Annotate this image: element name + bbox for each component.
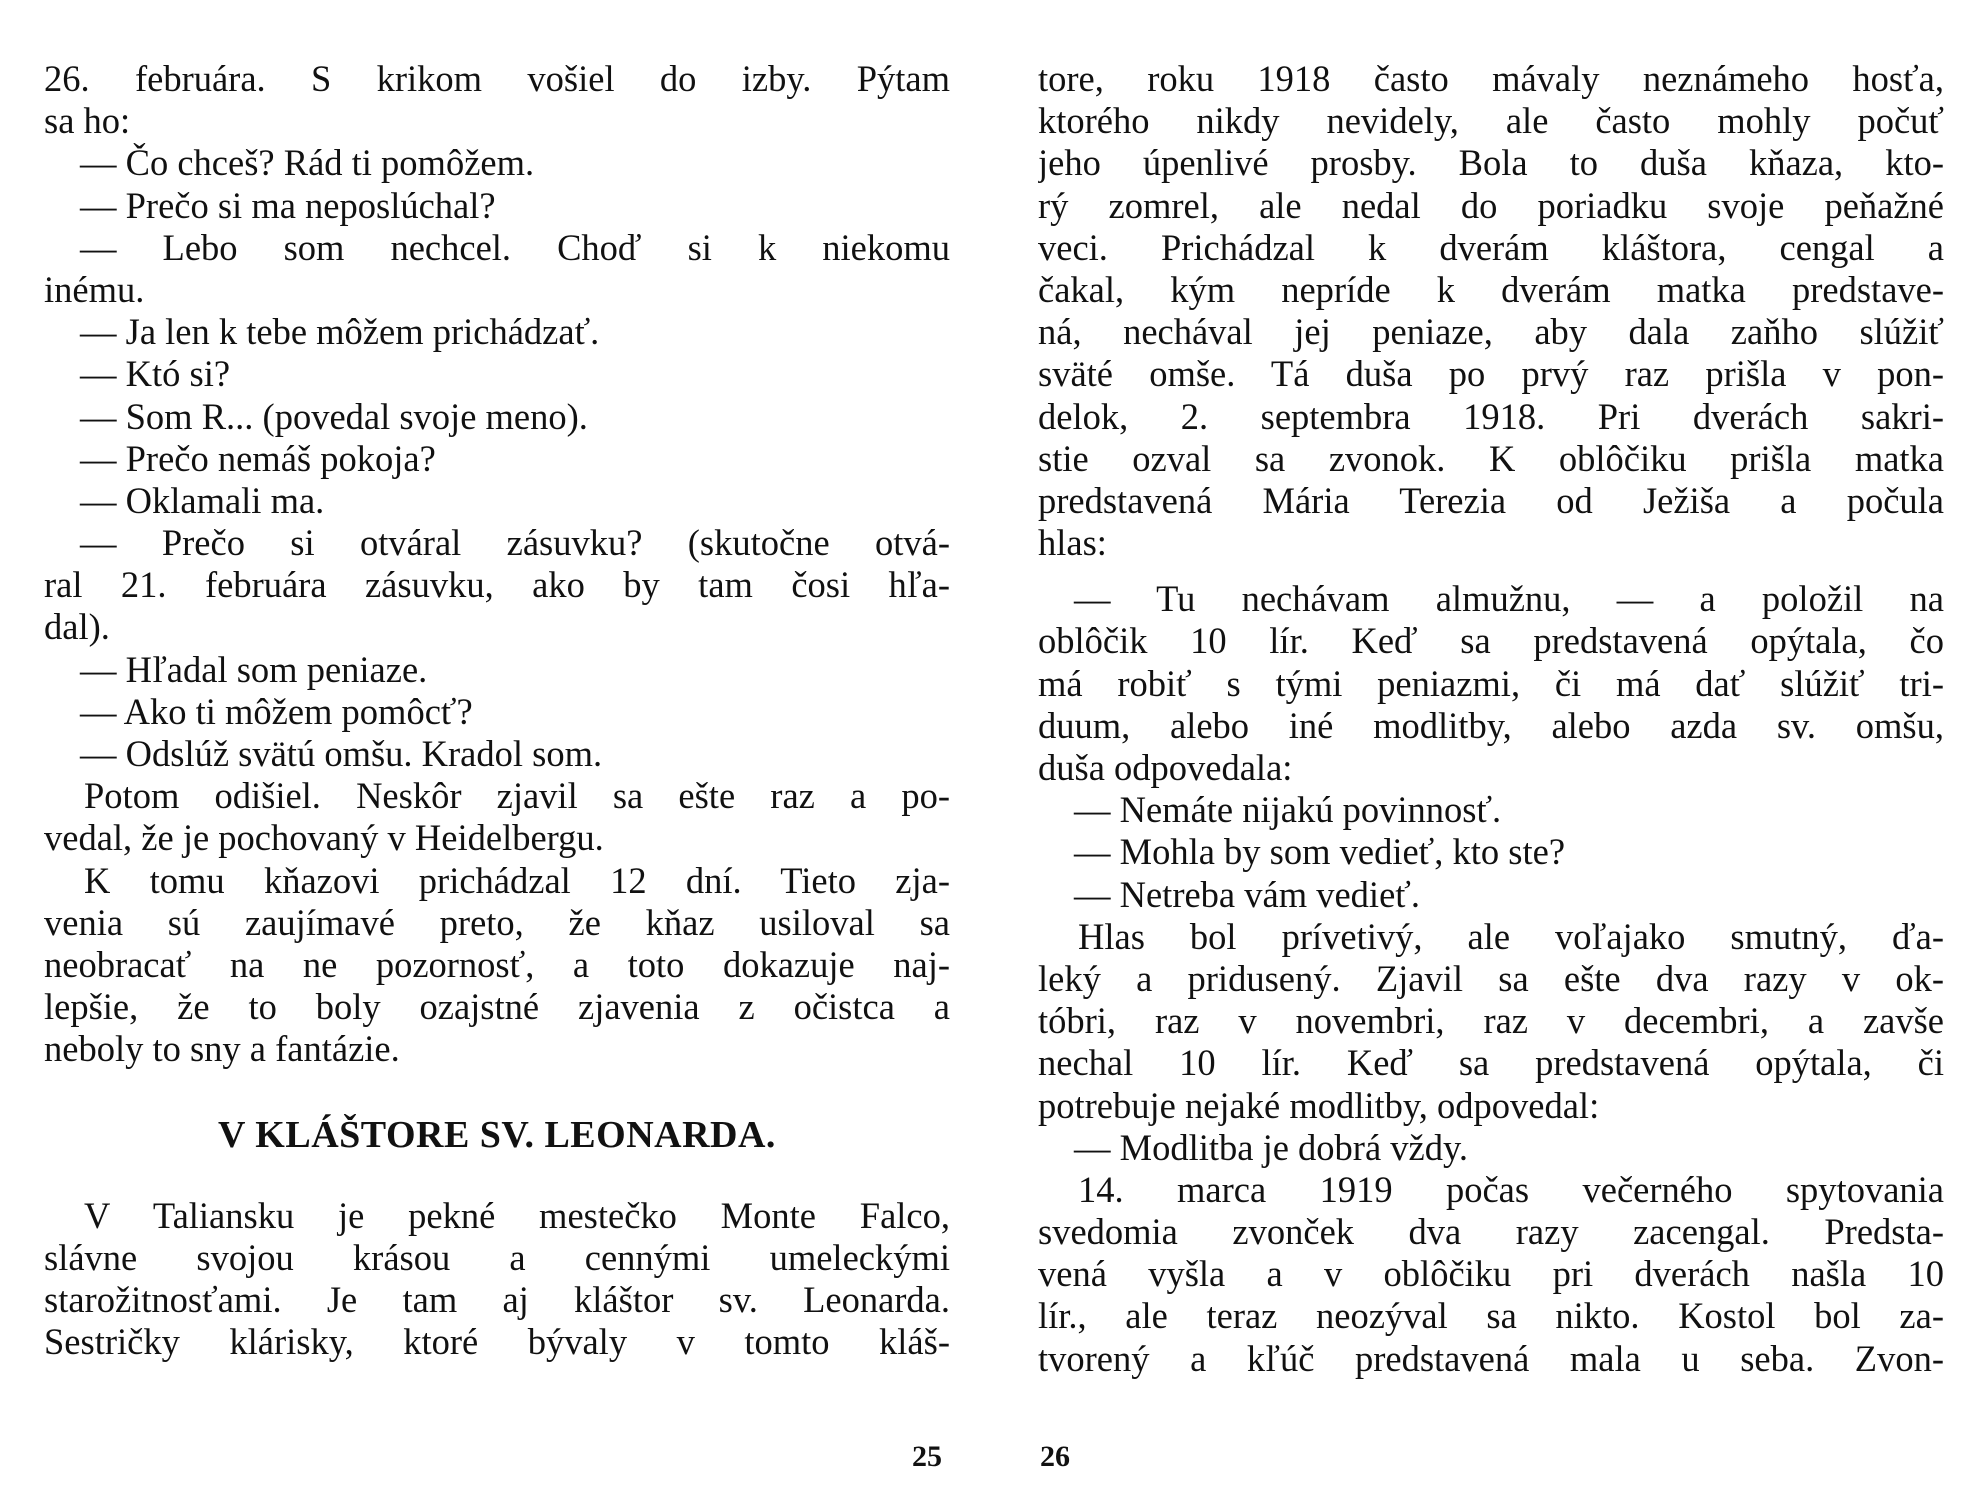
page-number-right: 26 — [1040, 1440, 1070, 1473]
text-line: veci. Prichádzal k dverám kláštora, cengal a — [1038, 226, 1944, 268]
text-line: inému. — [44, 268, 145, 310]
section-heading: V KLÁŠTORE SV. LEONARDA. — [218, 1113, 776, 1156]
text-line: lír., ale teraz neozýval sa nikto. Kostol bol za- — [1038, 1295, 1944, 1337]
text-line: ral 21. februára zásuvku, ako by tam čosi hľa- — [44, 564, 950, 606]
text-line: — Nemáte nijakú povinnosť. — [1074, 789, 1502, 831]
text-line: — Któ si? — [80, 353, 231, 395]
text-line: tóbri, raz v novembri, raz v decembri, a zavše — [1038, 1000, 1944, 1042]
left-page — [44, 58, 950, 1363]
text-line: delok, 2. septembra 1918. Pri dverách sakri- — [1038, 395, 1944, 437]
text-line: vedal, že je pochovaný v Heidelbergu. — [44, 817, 604, 859]
right-page — [1038, 58, 1944, 1380]
left-text-block-continued — [44, 1195, 950, 1364]
text-line: — Ja len k tebe môžem prichádzať. — [80, 311, 600, 353]
text-line: — Hľadal som peniaze. — [80, 648, 428, 690]
text-line: — Netreba vám vedieť. — [1074, 873, 1420, 915]
text-line: — Tu nechávam almužnu, — a položil na — [1074, 578, 1944, 620]
text-line: — Lebo som nechcel. Choď si k niekomu — [80, 226, 950, 268]
text-line: venia sú zaujímavé preto, že kňaz usiloval sa — [44, 901, 950, 943]
text-line: svedomia zvonček dva razy zacengal. Predsta- — [1038, 1211, 1944, 1253]
text-line: ktorého nikdy nevidely, ale často mohly počuť — [1038, 100, 1944, 142]
text-line: potrebuje nejaké modlitby, odpovedal: — [1038, 1084, 1600, 1126]
text-line: lepšie, že to boly ozajstné zjavenia z očistca a — [44, 986, 950, 1028]
text-line: Potom odišiel. Neskôr zjavil sa ešte raz a po- — [84, 775, 950, 817]
text-line: duša odpovedala: — [1038, 747, 1293, 788]
text-line: sväté omše. Tá duša po prvý raz prišla v pon- — [1038, 353, 1944, 395]
text-line: — Oklamali ma. — [80, 479, 325, 521]
text-line: K tomu kňazovi prichádzal 12 dní. Tieto zja- — [84, 859, 950, 901]
text-line: — Odslúž svätú omšu. Kradol som. — [80, 733, 603, 774]
text-line: slávne svojou krásou a cennými umeleckými — [44, 1236, 950, 1278]
text-line: čakal, kým nepríde k dverám matka predstave- — [1038, 268, 1944, 310]
text-line: oblôčik 10 lír. Keď sa predstavená opýtala, čo — [1038, 620, 1944, 662]
text-line: 14. marca 1919 počas večerného spytovania — [1078, 1168, 1944, 1210]
text-line: má robiť s tými peniazmi, či má dať slúžiť tri- — [1038, 662, 1944, 704]
text-line: — Čo chceš? Rád ti pomôžem. — [80, 142, 535, 184]
text-line: tore, roku 1918 často mávaly neznámeho hosťa, — [1038, 58, 1944, 99]
text-line: — Prečo si ma neposlúchal? — [80, 184, 496, 226]
text-line: neboly to sny a fantázie. — [44, 1028, 400, 1070]
right-text-block — [1038, 58, 1944, 1380]
paragraph-gap — [1038, 564, 1944, 578]
left-text-block — [44, 58, 950, 1071]
text-line: predstavená Mária Terezia od Ježiša a počula — [1038, 479, 1944, 521]
text-line: — Ako ti môžem pomôcť? — [80, 690, 473, 732]
text-line: Sestričky klárisky, ktoré bývaly v tomto kláš- — [44, 1321, 950, 1363]
text-line: duum, alebo iné modlitby, alebo azda sv. omšu, — [1038, 704, 1944, 746]
text-line: dal). — [44, 606, 110, 648]
text-line: starožitnosťami. Je tam aj kláštor sv. Leonarda. — [44, 1278, 950, 1320]
page-number-left: 25 — [912, 1440, 942, 1473]
text-line: nechal 10 lír. Keď sa predstavená opýtala, či — [1038, 1042, 1944, 1084]
text-line: — Modlitba je dobrá vždy. — [1074, 1126, 1468, 1168]
text-line: ná, nechával jej peniaze, aby dala zaňho slúžiť — [1038, 311, 1944, 353]
text-line: leký a pridusený. Zjavil sa ešte dva razy v ok- — [1038, 957, 1944, 999]
text-line: — Prečo nemáš pokoja? — [80, 437, 436, 479]
text-line: tvorený a kľúč predstavená mala u seba. Zvon- — [1038, 1337, 1944, 1379]
text-line: V Taliansku je pekné mestečko Monte Falco, — [84, 1194, 950, 1236]
text-line: vená vyšla a v oblôčiku pri dverách našla 10 — [1038, 1253, 1944, 1295]
text-line: sa ho: — [44, 100, 131, 142]
text-line: hlas: — [1038, 522, 1107, 564]
text-line: — Mohla by som vedieť, kto ste? — [1074, 831, 1566, 873]
text-line: 26. februára. S krikom vošiel do izby. Pýtam — [44, 58, 950, 99]
text-line: — Som R... (povedal svoje meno). — [80, 395, 588, 437]
text-line: neobracať na ne pozornosť, a toto dokazuje naj- — [44, 943, 950, 985]
text-line: — Prečo si otváral zásuvku? (skutočne otvá- — [80, 522, 950, 564]
text-line: jeho úpenlivé prosby. Bola to duša kňaza, kto- — [1038, 142, 1944, 184]
text-line: Hlas bol prívetivý, ale voľajako smutný, ďa- — [1078, 915, 1944, 957]
text-line: rý zomrel, ale nedal do poriadku svoje peňažné — [1038, 184, 1944, 226]
text-line: stie ozval sa zvonok. K oblôčiku prišla matka — [1038, 437, 1944, 479]
